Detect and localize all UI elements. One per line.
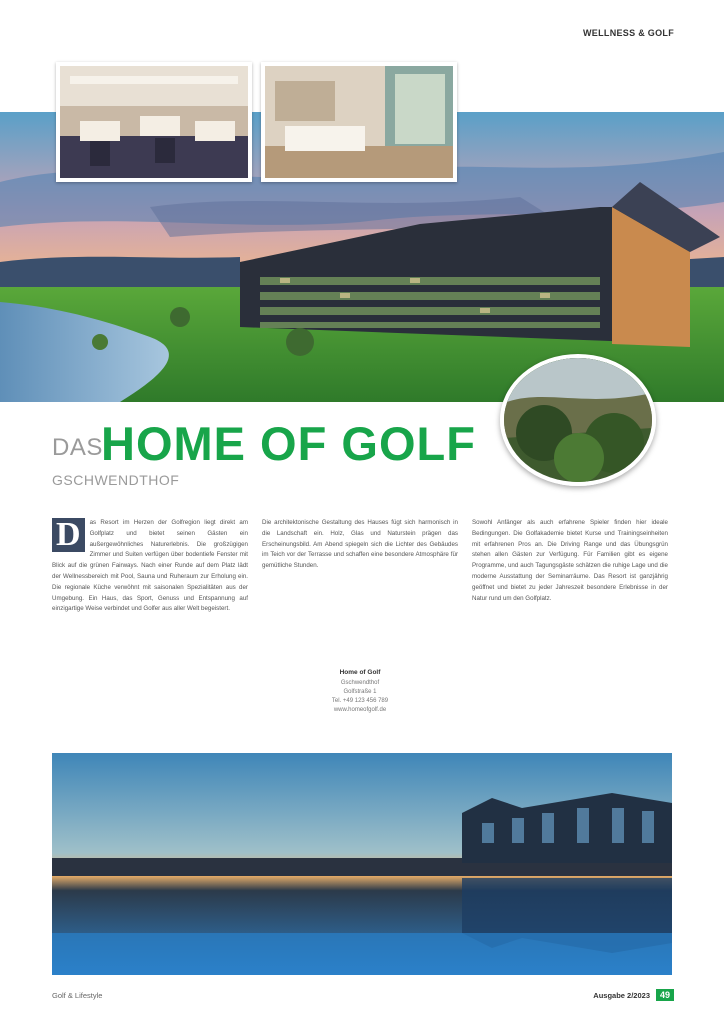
contact-line: Gschwendthof	[340, 680, 380, 686]
article-column-1	[52, 518, 248, 740]
section-label: WELLNESS & GOLF	[583, 28, 674, 38]
interior-photo-room	[261, 62, 457, 182]
round-photo-golf-course	[500, 354, 656, 486]
dropcap: D	[52, 518, 85, 552]
bottom-photo-resort-reflection	[52, 753, 672, 975]
page-number: 49	[656, 989, 674, 1001]
contact-line: www.homeofgolf.de	[333, 707, 387, 713]
contact-line: Golfstraße 1	[343, 689, 377, 695]
contact-line: Tel. +49 123 456 789	[331, 698, 389, 704]
column-2-text: Die architektonische Gestaltung des Hauses fügt sich harmonisch in die Landschaft ein. Holz, Glas und Naturstein prägen das Erscheinungsbild. Am Abend spiegeln sich die Lichter des Gebäudes im Teich vor der Terrasse und schaffen eine besondere Atmosphäre für gemütliche Stunden.	[262, 519, 458, 570]
footer-issue: Ausgabe 2/2023	[593, 991, 650, 1000]
contact-title: Home of Golf	[339, 669, 381, 676]
interior-photo-restaurant	[56, 62, 252, 182]
title-subtitle: GSCHWENDTHOF	[52, 472, 180, 488]
article-column-3	[472, 518, 668, 740]
title-prefix: DAS	[52, 434, 103, 461]
article-column-2	[262, 518, 458, 630]
column-1-text: as Resort im Herzen der Golfregion liegt direkt am Golfplatz und bietet seinen Gästen ein außergewöhnliches Naturerlebnis. Die großzügigen Zimmer und Suiten verfügen über bodentiefe Fenster mit Blick auf die grünen Fairways. Nach einer Runde auf dem Platz lädt der Wellnessbereich mit Pool, Sauna und Ruheraum zur Erholung ein. Die regionale Küche verwöhnt mit saisonalen Spezialitäten aus der Umgebung. Ein Haus, das Sport, Genuss und Entspannung auf einzigartige Weise verbindet und Golfer aus aller Welt begeistert.	[52, 519, 248, 613]
column-3-text: Sowohl Anfänger als auch erfahrene Spieler finden hier ideale Bedingungen. Die Golfakademie bietet Kurse und Trainingseinheiten mit erfahrenen Pros an. Die Driving Range und das Übungsgrün stehen allen Gästen zur Verfügung. Für Familien gibt es eigene Programme, und auch Tagungsgäste schätzen die ruhige Lage und die moderne Ausstattung der Seminarräume. Das Resort ist ganzjährig geöffnet und bietet zu jeder Jahreszeit besondere Erlebnisse in der Natur rund um den Golfplatz.	[472, 519, 668, 602]
page-title: HOME OF GOLF	[101, 417, 476, 470]
contact-info	[262, 668, 458, 715]
footer-magazine-name: Golf & Lifestyle	[52, 991, 103, 1000]
